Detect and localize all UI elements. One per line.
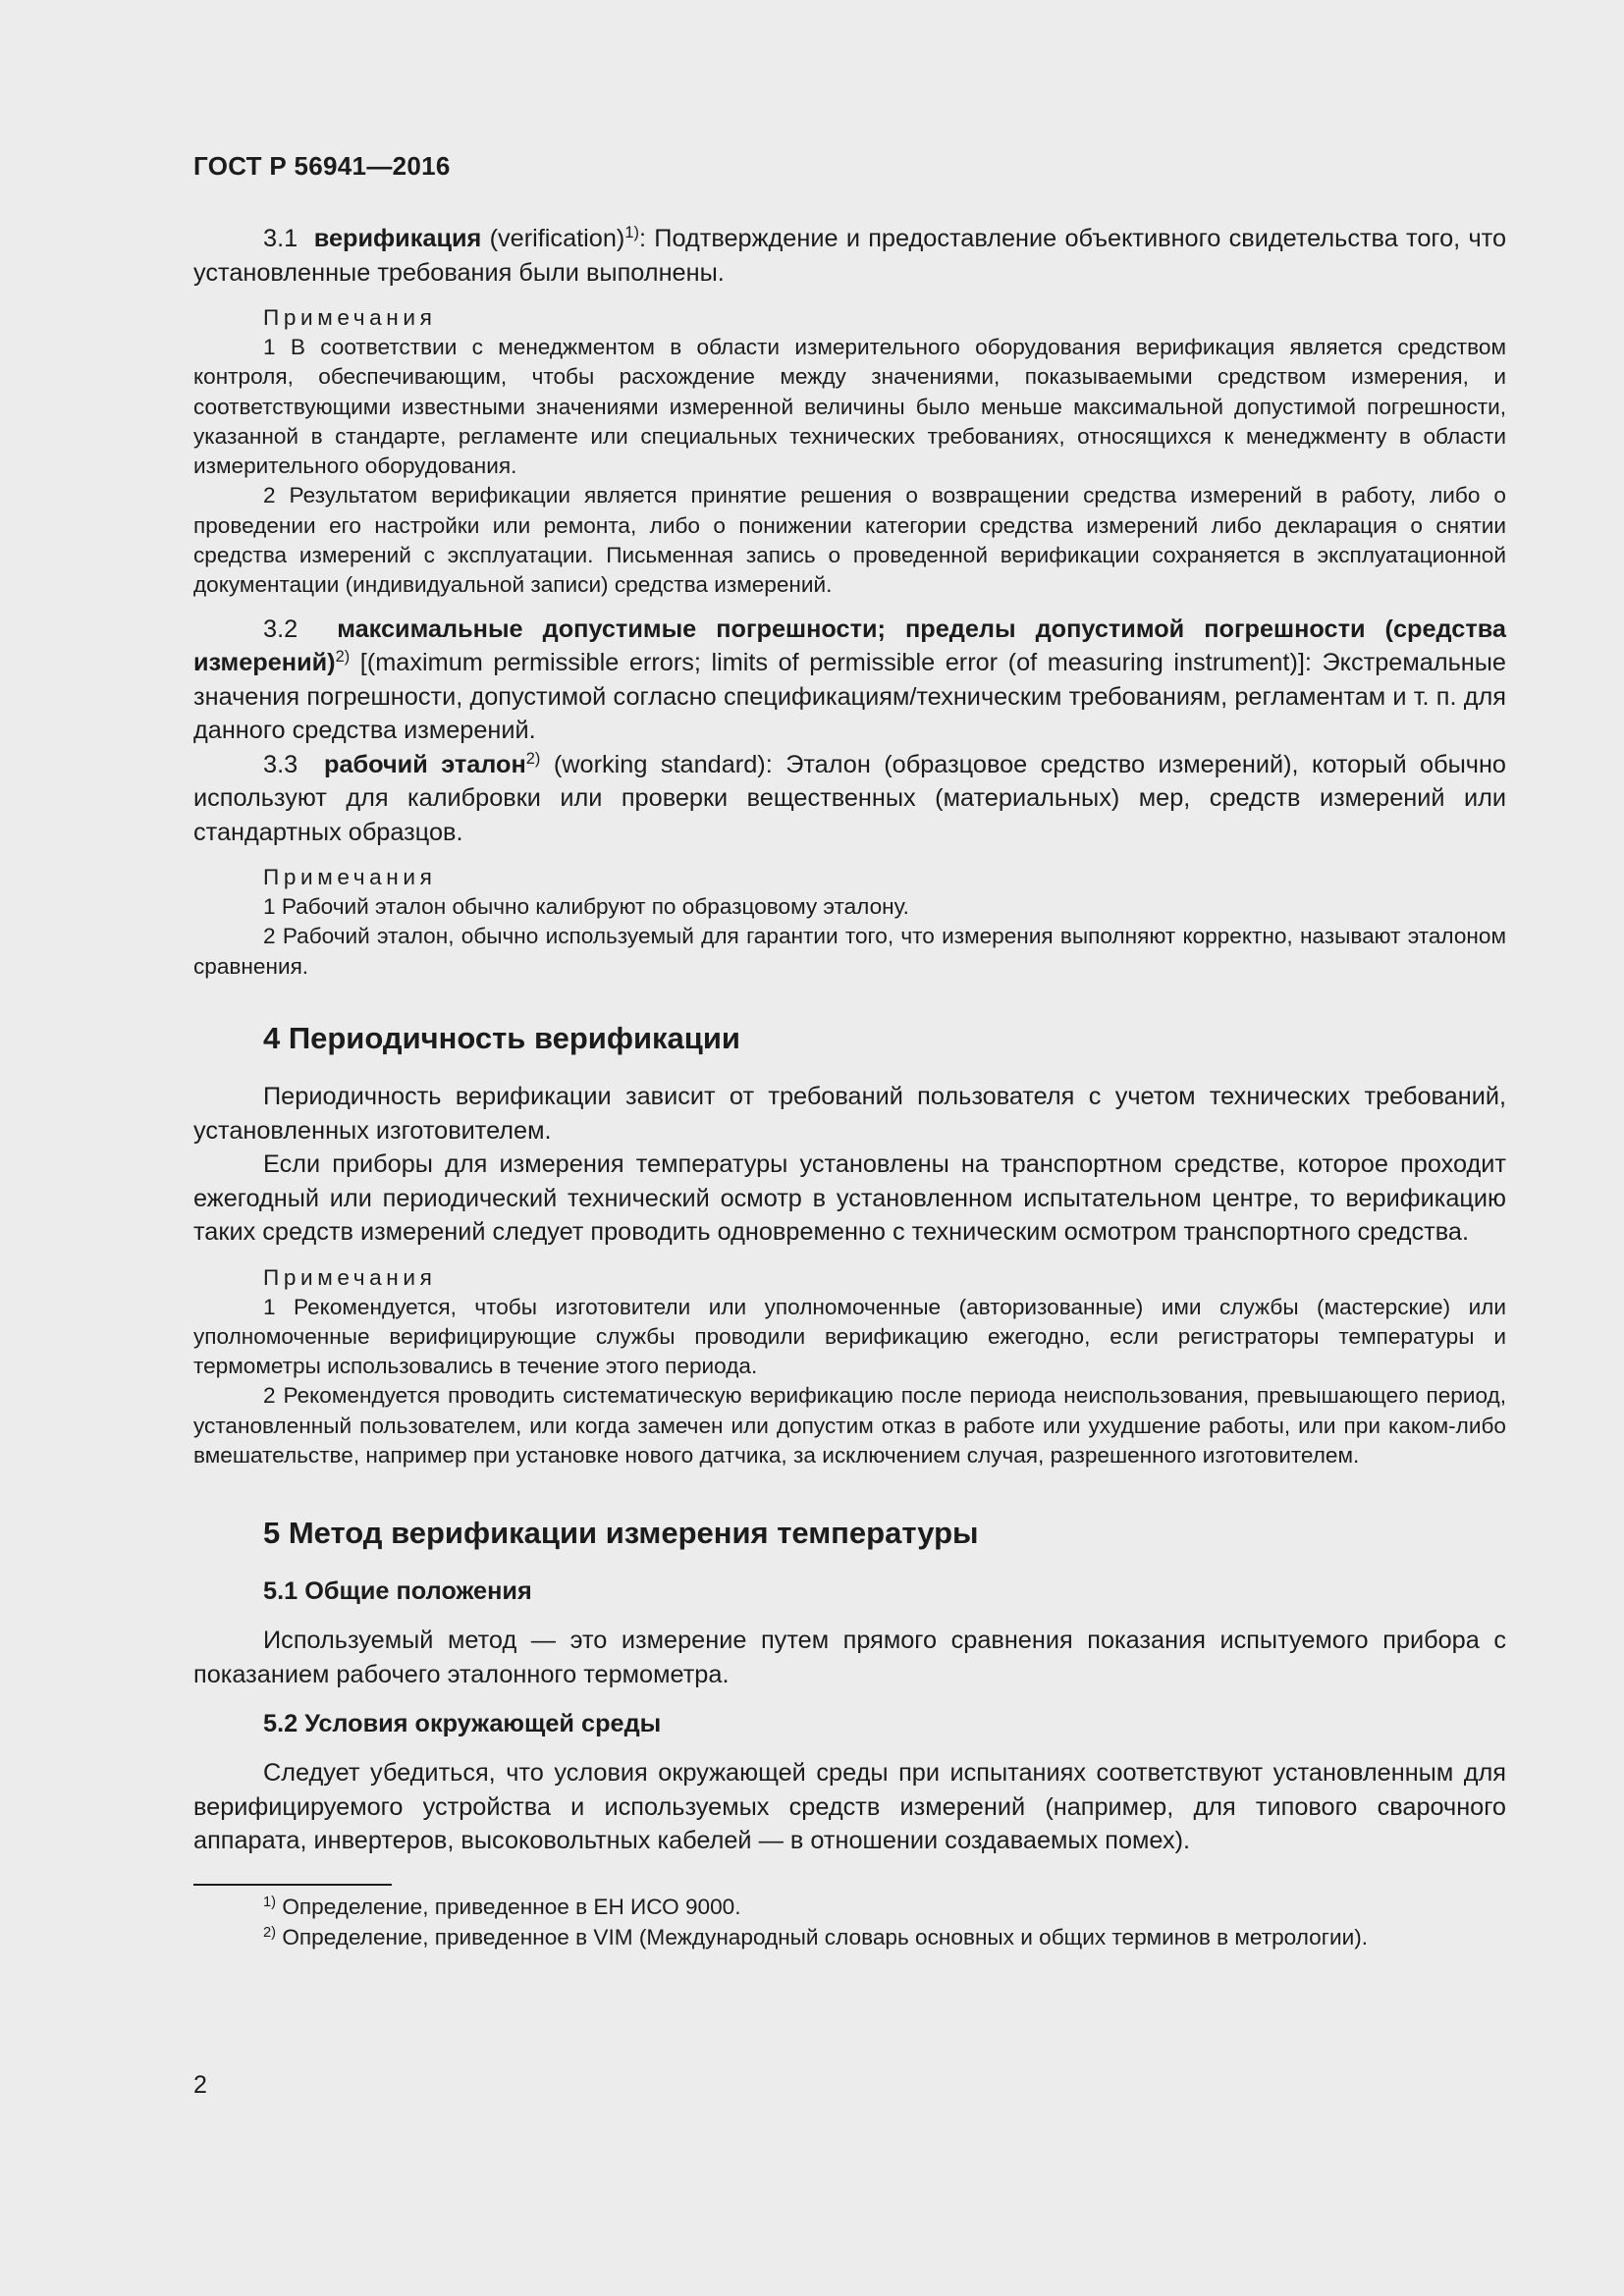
term-3-2 xyxy=(193,613,1506,748)
term-english: [(maximum permissible errors; limits of permissible error (of measuring instrument)] xyxy=(350,649,1305,677)
term-number: 3.2 xyxy=(263,614,298,643)
footnote-ref: 2) xyxy=(335,648,351,667)
document-header: ГОСТ Р 56941—2016 xyxy=(193,151,451,181)
notes-heading: Примечания xyxy=(263,865,437,890)
term-definition: : Эталон (образцовое средство измерений), который обычно используют для калибровки или проверки вещественных (материальных) мер, средств измерений или стандартных образцов. xyxy=(193,750,1506,846)
subsection-heading: 5.1 Общие положения xyxy=(263,1577,532,1606)
subsection-heading: 5.2 Условия окружающей среды xyxy=(263,1710,662,1738)
notes-heading: Примечания xyxy=(263,1264,437,1290)
footnote-text: Определение, приведенное в ЕН ИСО 9000. xyxy=(276,1894,741,1919)
term-english: (verification) xyxy=(489,225,625,252)
note-item: 2 Рекомендуется проводить систематическую верификацию после периода неиспользования, превышающего период, установленный пользователем, или когда замечен или допустим отказ в работе или ухудшение работы, или при каком-либо вмешательстве, например при установке нового датчика, за исключением случая, разрешенного изготовителем. xyxy=(193,1383,1506,1468)
notes-heading: Примечания xyxy=(263,305,437,330)
term-english: (working standard) xyxy=(540,750,766,778)
note-item: 2 Результатом верификации является принятие решения о возвращении средства измерений в работу, либо о проведении его настройки или ремонта, либо о понижении категории средства измерений либо декларация о снятии средства измерений с эксплуатации. Письменная запись о проведенной верификации сохраняется в эксплуатационной документации (индивидуальной записи) средства измерений. xyxy=(193,483,1506,598)
term-definition: : Подтверждение и предоставление объективного свидетельства того, что установленные требования были выполнены. xyxy=(193,225,1507,287)
section-heading: 5 Метод верификации измерения температуры xyxy=(263,1516,979,1551)
footnote xyxy=(193,1892,1506,1922)
page-number: 2 xyxy=(193,2071,207,2099)
term-definition: : Экстремальные значения погрешности, допустимой согласно спецификациям/техническим требованиям, регламентам и т. п. для данного средства измерений. xyxy=(193,649,1506,745)
term-3-3 xyxy=(193,748,1506,850)
footnote-mark: 1) xyxy=(263,1894,277,1910)
section-heading: 4 Периодичность верификации xyxy=(263,1021,740,1056)
term-title: верификация xyxy=(313,225,482,252)
term-title: максимальные допустимые погрешности; пределы допустимой погрешности (средства измерений) xyxy=(193,614,1506,677)
paragraph: Следует убедиться, что условия окружающей среды при испытаниях соответствуют установленным для верифицируемого устройства и используемых средств измерений (например, для типового сварочного аппарата, инвертеров, высоковольтных кабелей — в отношении создаваемых помех). xyxy=(193,1759,1506,1855)
footnote-separator xyxy=(193,1884,392,1886)
term-number: 3.1 xyxy=(263,225,298,252)
term-number: 3.3 xyxy=(263,750,298,778)
note-item: 1 Рабочий эталон обычно калибруют по образцовому эталону. xyxy=(263,894,909,920)
footnote-ref: 2) xyxy=(525,749,541,768)
paragraph: Если приборы для измерения температуры установлены на транспортном средстве, которое проходит ежегодный или периодический технический осмотр в установленном испытательном центре, то верификацию таких средств измерений следует проводить одновременно с техническим осмотром транспортного средства. xyxy=(193,1150,1506,1247)
footnote-mark: 2) xyxy=(263,1924,277,1941)
note-item: 1 В соответствии с менеджментом в области измерительного оборудования верификация является средством контроля, обеспечивающим, чтобы расхождение между значениями, показываемыми средством измерения, и соответствующими известными значениями измеренной величины было меньше максимальной допустимой погрешности, указанной в стандарте, регламенте или специальных технических требованиях, относящихся к менеджменту в области измерительного оборудования. xyxy=(193,335,1506,479)
footnote-text: Определение, приведенное в VIM (Международный словарь основных и общих терминов в метрологии). xyxy=(276,1924,1369,1949)
footnote xyxy=(193,1922,1506,1952)
paragraph: Периодичность верификации зависит от требований пользователя с учетом технических требований, установленных изготовителем. xyxy=(193,1083,1506,1145)
term-3-1 xyxy=(193,222,1506,290)
paragraph: Используемый метод — это измерение путем прямого сравнения показания испытуемого прибора с показанием рабочего эталонного термометра. xyxy=(193,1627,1506,1688)
document-body xyxy=(193,222,1506,1952)
note-item: 2 Рабочий эталон, обычно используемый для гарантии того, что измерения выполняют корректно, называют эталоном сравнения. xyxy=(193,924,1506,979)
footnote-ref: 1) xyxy=(624,223,639,241)
term-title: рабочий эталон xyxy=(324,750,526,778)
note-item: 1 Рекомендуется, чтобы изготовители или уполномоченные (авторизованные) ими службы (мастерские) или уполномоченные верифицирующие службы проводили верификацию ежегодно, если регистраторы температуры и термометры использовались в течение этого периода. xyxy=(193,1294,1506,1379)
